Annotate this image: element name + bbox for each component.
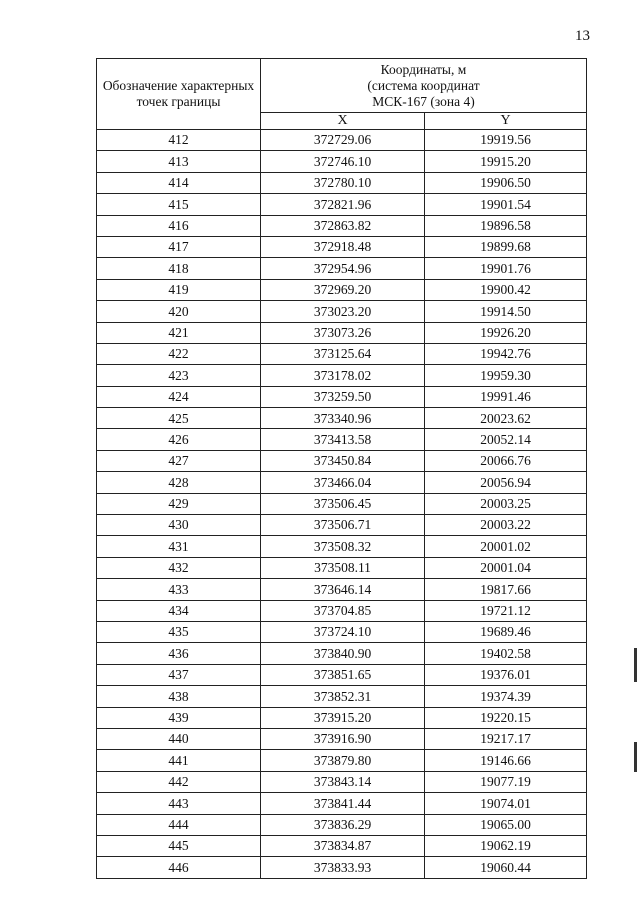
cell-point: 413 xyxy=(97,151,261,172)
cell-y: 19919.56 xyxy=(425,130,587,151)
table-row xyxy=(97,322,587,343)
cell-point: 427 xyxy=(97,450,261,471)
table-row xyxy=(97,236,587,257)
cell-x: 373851.65 xyxy=(261,664,425,685)
cell-x: 373704.85 xyxy=(261,600,425,621)
cell-x: 373852.31 xyxy=(261,686,425,707)
table-row xyxy=(97,643,587,664)
cell-point: 421 xyxy=(97,322,261,343)
coordinates-table xyxy=(96,58,587,879)
table-row xyxy=(97,771,587,792)
table-body xyxy=(97,130,587,879)
cell-point: 432 xyxy=(97,557,261,578)
table-row xyxy=(97,429,587,450)
cell-point: 414 xyxy=(97,172,261,193)
cell-x: 373506.45 xyxy=(261,493,425,514)
cell-x: 373413.58 xyxy=(261,429,425,450)
header-coordinates-line1: Координаты, м xyxy=(380,61,467,77)
cell-point: 423 xyxy=(97,365,261,386)
cell-point: 435 xyxy=(97,621,261,642)
cell-point: 418 xyxy=(97,258,261,279)
cell-x: 373508.11 xyxy=(261,557,425,578)
cell-x: 373843.14 xyxy=(261,771,425,792)
cell-y: 19914.50 xyxy=(425,301,587,322)
cell-point: 429 xyxy=(97,493,261,514)
cell-point: 415 xyxy=(97,194,261,215)
cell-y: 20056.94 xyxy=(425,472,587,493)
cell-y: 19959.30 xyxy=(425,365,587,386)
cell-x: 373724.10 xyxy=(261,621,425,642)
cell-x: 372746.10 xyxy=(261,151,425,172)
table-row xyxy=(97,215,587,236)
cell-y: 20001.02 xyxy=(425,536,587,557)
table-row xyxy=(97,194,587,215)
cell-x: 372729.06 xyxy=(261,130,425,151)
cell-y: 19062.19 xyxy=(425,835,587,856)
cell-y: 20003.25 xyxy=(425,493,587,514)
table-row xyxy=(97,365,587,386)
cell-y: 20003.22 xyxy=(425,515,587,536)
table-row xyxy=(97,579,587,600)
cell-y: 19217.17 xyxy=(425,728,587,749)
cell-point: 438 xyxy=(97,686,261,707)
cell-x: 372954.96 xyxy=(261,258,425,279)
cell-y: 19074.01 xyxy=(425,793,587,814)
cell-y: 19065.00 xyxy=(425,814,587,835)
cell-y: 19376.01 xyxy=(425,664,587,685)
cell-point: 446 xyxy=(97,857,261,878)
cell-point: 419 xyxy=(97,279,261,300)
cell-y: 19915.20 xyxy=(425,151,587,172)
cell-y: 19146.66 xyxy=(425,750,587,771)
cell-y: 20066.76 xyxy=(425,450,587,471)
cell-y: 19220.15 xyxy=(425,707,587,728)
table-row xyxy=(97,450,587,471)
cell-x: 373915.20 xyxy=(261,707,425,728)
cell-x: 373466.04 xyxy=(261,472,425,493)
cell-point: 431 xyxy=(97,536,261,557)
scan-edge-mark xyxy=(634,742,637,772)
cell-y: 20052.14 xyxy=(425,429,587,450)
cell-x: 373836.29 xyxy=(261,814,425,835)
cell-x: 373916.90 xyxy=(261,728,425,749)
cell-y: 19402.58 xyxy=(425,643,587,664)
cell-y: 19901.76 xyxy=(425,258,587,279)
table-row xyxy=(97,493,587,514)
header-coordinates-line3: МСК-167 (зона 4) xyxy=(372,93,475,109)
cell-point: 412 xyxy=(97,130,261,151)
table-row xyxy=(97,151,587,172)
cell-point: 424 xyxy=(97,386,261,407)
cell-y: 19689.46 xyxy=(425,621,587,642)
table-row xyxy=(97,130,587,151)
table-row xyxy=(97,258,587,279)
table-row xyxy=(97,686,587,707)
cell-x: 373450.84 xyxy=(261,450,425,471)
cell-point: 444 xyxy=(97,814,261,835)
page-number: 13 xyxy=(575,28,590,44)
cell-y: 19077.19 xyxy=(425,771,587,792)
cell-point: 436 xyxy=(97,643,261,664)
cell-y: 20023.62 xyxy=(425,408,587,429)
cell-point: 417 xyxy=(97,236,261,257)
cell-point: 428 xyxy=(97,472,261,493)
cell-x: 373340.96 xyxy=(261,408,425,429)
cell-point: 443 xyxy=(97,793,261,814)
cell-point: 422 xyxy=(97,343,261,364)
header-x: X xyxy=(261,113,425,130)
table-row xyxy=(97,707,587,728)
cell-y: 19721.12 xyxy=(425,600,587,621)
cell-y: 19906.50 xyxy=(425,172,587,193)
table-row xyxy=(97,621,587,642)
cell-x: 373259.50 xyxy=(261,386,425,407)
table-row xyxy=(97,835,587,856)
cell-y: 19899.68 xyxy=(425,236,587,257)
cell-y: 19060.44 xyxy=(425,857,587,878)
cell-x: 373506.71 xyxy=(261,515,425,536)
table-row xyxy=(97,172,587,193)
header-coordinates xyxy=(261,59,587,113)
cell-y: 19817.66 xyxy=(425,579,587,600)
table-row xyxy=(97,279,587,300)
cell-x: 373879.80 xyxy=(261,750,425,771)
cell-x: 373840.90 xyxy=(261,643,425,664)
cell-point: 442 xyxy=(97,771,261,792)
cell-x: 373834.87 xyxy=(261,835,425,856)
cell-point: 433 xyxy=(97,579,261,600)
cell-x: 372969.20 xyxy=(261,279,425,300)
table-row xyxy=(97,600,587,621)
table-row xyxy=(97,408,587,429)
table-row xyxy=(97,728,587,749)
table-row xyxy=(97,472,587,493)
table-row xyxy=(97,814,587,835)
header-y: Y xyxy=(425,113,587,130)
cell-point: 430 xyxy=(97,515,261,536)
cell-y: 19896.58 xyxy=(425,215,587,236)
cell-point: 425 xyxy=(97,408,261,429)
cell-point: 434 xyxy=(97,600,261,621)
cell-y: 19900.42 xyxy=(425,279,587,300)
cell-x: 373023.20 xyxy=(261,301,425,322)
scan-edge-mark xyxy=(634,648,637,682)
table-row xyxy=(97,536,587,557)
cell-y: 19991.46 xyxy=(425,386,587,407)
table-row xyxy=(97,343,587,364)
table-row xyxy=(97,301,587,322)
cell-x: 373508.32 xyxy=(261,536,425,557)
table-row xyxy=(97,557,587,578)
header-point-designation: Обозначение характерных точек границы xyxy=(97,59,261,130)
table-row xyxy=(97,750,587,771)
cell-point: 445 xyxy=(97,835,261,856)
table-row xyxy=(97,857,587,878)
cell-x: 373125.64 xyxy=(261,343,425,364)
table-row xyxy=(97,664,587,685)
cell-x: 373073.26 xyxy=(261,322,425,343)
cell-x: 373833.93 xyxy=(261,857,425,878)
cell-x: 372821.96 xyxy=(261,194,425,215)
cell-point: 439 xyxy=(97,707,261,728)
table-row xyxy=(97,386,587,407)
cell-x: 373841.44 xyxy=(261,793,425,814)
cell-x: 372918.48 xyxy=(261,236,425,257)
cell-y: 19926.20 xyxy=(425,322,587,343)
cell-y: 19901.54 xyxy=(425,194,587,215)
cell-point: 441 xyxy=(97,750,261,771)
cell-x: 373646.14 xyxy=(261,579,425,600)
cell-point: 440 xyxy=(97,728,261,749)
cell-x: 372780.10 xyxy=(261,172,425,193)
header-coordinates-line2: (система координат xyxy=(367,77,480,93)
cell-x: 373178.02 xyxy=(261,365,425,386)
cell-point: 426 xyxy=(97,429,261,450)
cell-y: 19942.76 xyxy=(425,343,587,364)
cell-point: 420 xyxy=(97,301,261,322)
table-row xyxy=(97,515,587,536)
cell-y: 20001.04 xyxy=(425,557,587,578)
cell-y: 19374.39 xyxy=(425,686,587,707)
cell-x: 372863.82 xyxy=(261,215,425,236)
cell-point: 416 xyxy=(97,215,261,236)
table-row xyxy=(97,793,587,814)
cell-point: 437 xyxy=(97,664,261,685)
